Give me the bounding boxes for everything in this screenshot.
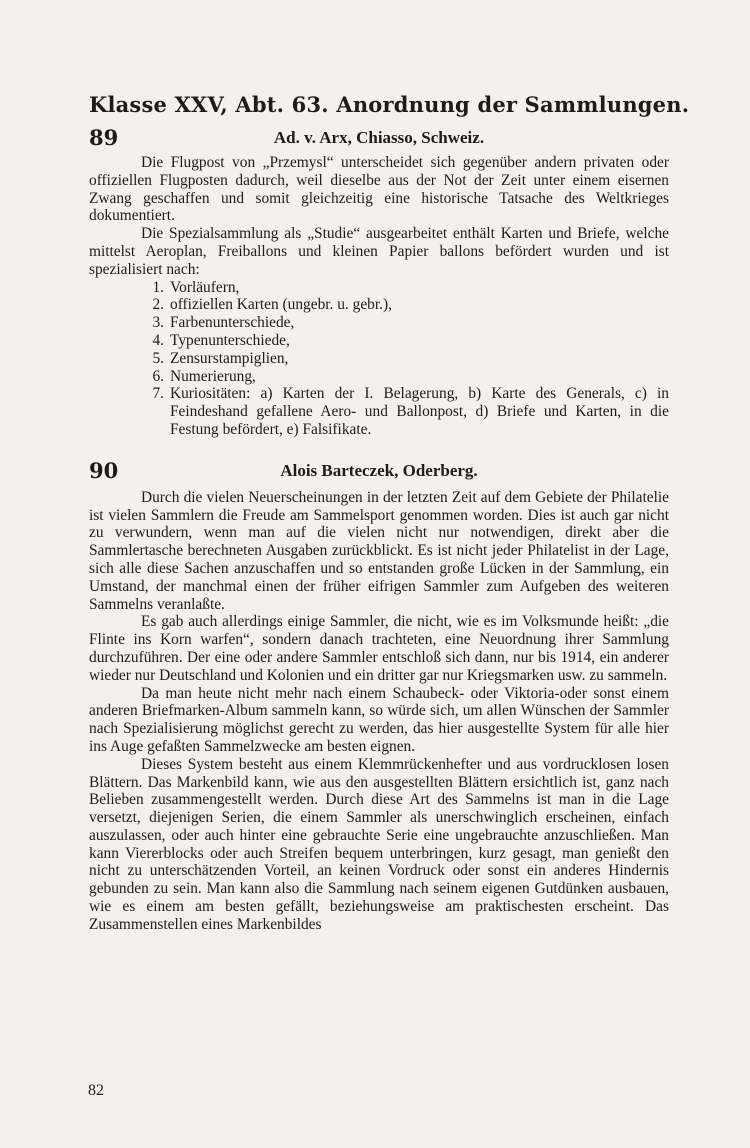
entry-number: 90 [89,457,119,483]
list-item: 7. Kuriositäten: a) Karten der I. Belagerung, b) Karte des Generals, c) in Feindeshand gefallene Aero- und Ballonpost, d) Briefe und Karten, in die Festung befördert, e) Falsifikate. [152,385,669,438]
list-item: 5. Zensurstampiglien, [152,349,289,367]
page-body [89,92,690,934]
entry-90 [89,459,669,934]
entry-header [89,459,669,485]
entry-number: 89 [89,125,119,150]
entry-author: Alois Barteczek, Oderberg. [280,460,478,480]
list-item: 1. Vorläufern, [152,278,240,296]
list-item: 2. offiziellen Karten (ungebr. u. gebr.), [152,296,392,314]
paragraph: Durch die vielen Neuerscheinungen in der letzten Zeit auf dem Gebiete der Philatelie ist vielen Sammlern die Freude am Sammelsport genommen worden. Dies ist auch gar nicht zu verwundern, wenn man auf die vielen nicht nur notwendigen, direkt aber die Sammlertasche berechneten Ausgaben zurückblickt. Es ist nicht jeder Philatelist in der Lage, sich alle diese Sachen anzuschaffen und so entstanden große Lücken in der Sammlung, ein Umstand, der manchmal einen der früher eifrigen Sammler zum Aufgeben des weiteren Sammelns veranlaßte. [89,488,669,613]
list-item: 6. Numerierung, [152,367,256,385]
specialization-list [89,279,669,439]
list-item: 4. Typenunterschiede, [152,331,290,349]
page-number: 82 [88,1082,104,1099]
list-item: 3. Farbenunterschiede, [152,314,295,332]
paragraph: Da man heute nicht mehr nach einem Schaubeck- oder Viktoria-oder sonst einem anderen Briefmarken-Album sammeln kann, so würde sich, um allen Wünschen der Sammler nach Spezialisierung möglichst gerecht zu werden, das hier ausgestellte System für alle hier ins Auge gefaßten Sammelzwecke am besten eignen. [89,684,669,755]
entry-89 [89,126,669,439]
entry-header [89,126,669,152]
paragraph: Dieses System besteht aus einem Klemmrückenhefter und aus vordrucklosen losen Blättern. Das Markenbild kann, wie aus den ausgestellten Blättern ersichtlich ist, ganz nach Belieben zusammengestellt werden. Durch diese Art des Sammelns ist man in die Lage versetzt, diejenigen Serien, die einem Sammler als unerschwinglich erscheinen, einfach auszulassen, oder auch hinter eine gebrauchte Serie eine ungebrauchte anzuschließen. Man kann Viererblocks oder auch Streifen bequem unterbringen, kurz gesagt, man genießt den nicht zu unterschätzenden Vorteil, an keinen Vordruck oder sonst ein anderes Hindernis gebunden zu sein. Man kann also die Sammlung nach seinem eigenen Gutdünken ausbauen, wie es einem am besten gefällt, beziehungsweise am praktischesten erscheint. Das Zusammenstellen eines Markenbildes [89,755,669,933]
entry-author: Ad. v. Arx, Chiasso, Schweiz. [273,128,485,147]
section-heading: Klasse XXV, Abt. 63. Anordnung der Sammlungen. [89,92,690,117]
paragraph: Es gab auch allerdings einige Sammler, die nicht, wie es im Volksmunde heißt: „die Flinte ins Korn warfen“, sondern danach trachteten, eine Neuordnung ihrer Sammlung durchzuführen. Der eine oder andere Sammler entschloß sich dann, nur bis 1914, ein anderer wieder nur Deutschland und Kolonien und ein dritter gar nur Kriegsmarken usw. zu sammeln. [89,613,669,684]
paragraph: Die Spezialsammlung als „Studie“ ausgearbeitet enthält Karten und Briefe, welche mittelst Aeroplan, Freiballons und kleinen Papier ballons befördert wurden und ist spezialisiert nach: [89,225,669,278]
paragraph: Die Flugpost von „Przemysl“ unterscheidet sich gegenüber andern privaten oder offiziellen Flugposten dadurch, weil dieselbe aus der Not der Zeit unter einem eisernen Zwang geschaffen und somit gleichzeitig eine historische Tatsache des Weltkrieges dokumentiert. [89,154,669,225]
